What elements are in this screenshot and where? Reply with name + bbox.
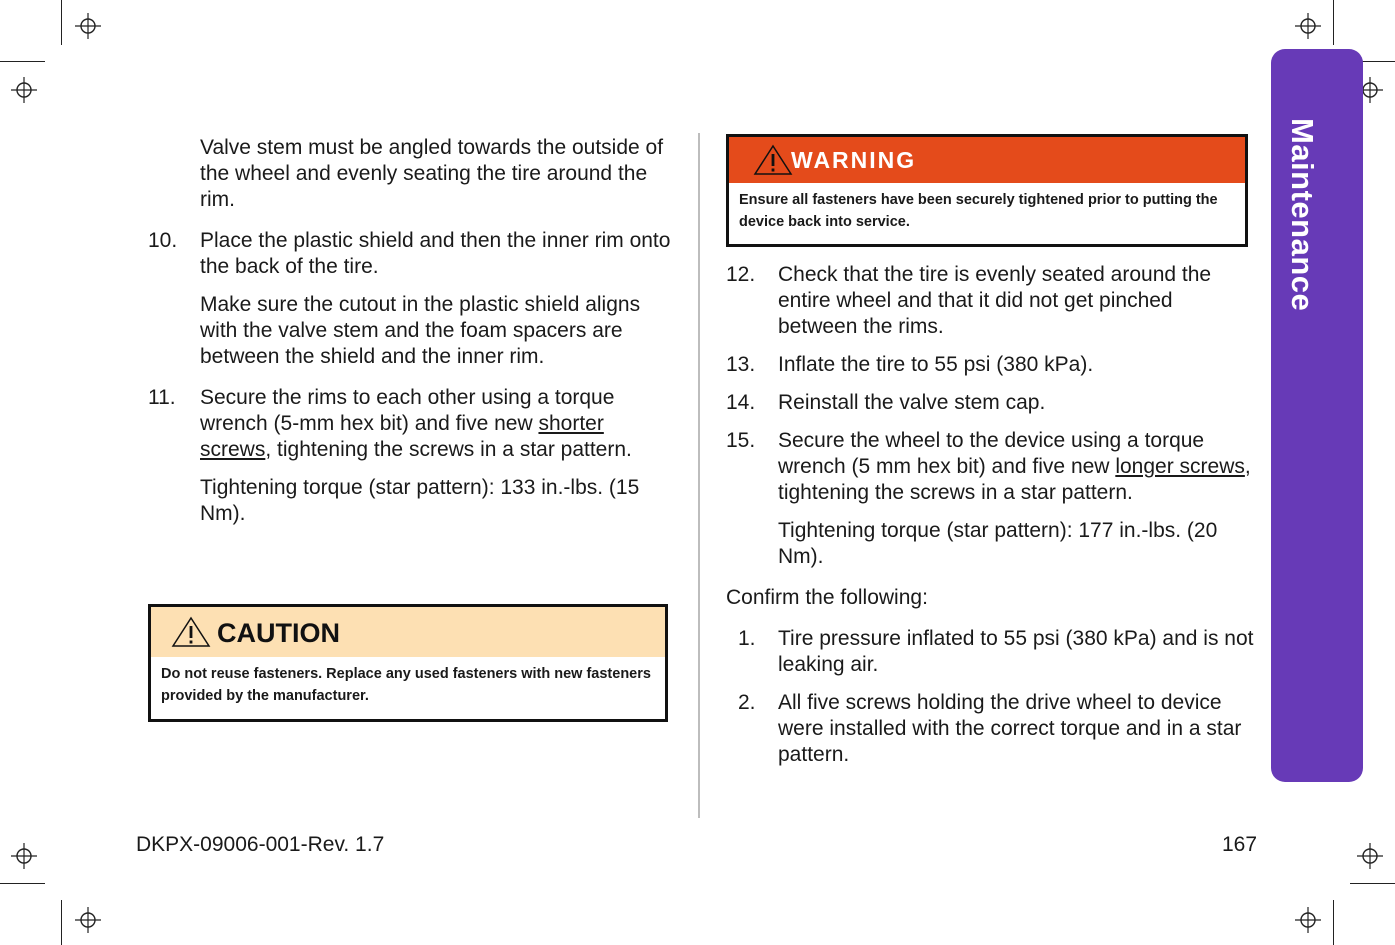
warning-callout xyxy=(726,134,1248,247)
caution-body: Do not reuse fasteners. Replace any used fasteners with new fasteners provided by the manufacturer. xyxy=(161,666,651,704)
step-number: 13. xyxy=(726,353,756,376)
registration-mark-icon xyxy=(11,843,37,869)
step-10 xyxy=(148,228,678,280)
step-13 xyxy=(726,352,1256,378)
step-number: 10. xyxy=(148,229,178,252)
step-text: Check that the tire is evenly seated around the entire wheel and that it did not get pinched between the rims. xyxy=(778,263,1212,338)
confirm-item xyxy=(726,690,1256,768)
right-column xyxy=(726,262,1256,780)
page-number: 167 xyxy=(1222,833,1258,856)
warning-body: Ensure all fasteners have been securely tightened prior to putting the device back into service. xyxy=(739,192,1218,230)
caution-header xyxy=(151,607,665,657)
step-15 xyxy=(726,428,1256,506)
caution-title: CAUTION xyxy=(217,618,340,648)
step-text: Reinstall the valve stem cap. xyxy=(778,391,1046,414)
confirm-text: All five screws holding the drive wheel to device were installed with the correct torque and in a star pattern. xyxy=(778,691,1242,766)
step-11-note: Tightening torque (star pattern): 133 in.-lbs. (15 Nm). xyxy=(200,476,640,525)
step-number: 15. xyxy=(726,429,756,452)
warning-triangle-icon xyxy=(171,616,211,648)
warning-header xyxy=(729,137,1245,183)
confirm-number: 1. xyxy=(738,627,756,650)
document-id: DKPX-09006-001-Rev. 1.7 xyxy=(136,833,385,856)
confirm-text: Tire pressure inflated to 55 psi (380 kPa) and is not leaking air. xyxy=(778,627,1254,676)
confirm-number: 2. xyxy=(738,691,756,714)
registration-mark-icon xyxy=(11,77,37,103)
registration-mark-icon xyxy=(1295,907,1321,933)
section-tab-label: Maintenance xyxy=(1285,118,1320,312)
step-12 xyxy=(726,262,1256,340)
step-number: 14. xyxy=(726,391,756,414)
registration-mark-icon xyxy=(75,907,101,933)
step-text: Secure the wheel to the device using a torque wrench (5 mm hex bit) and five new xyxy=(778,429,1205,478)
step-text: , tightening the screws in a star pattern. xyxy=(265,438,632,461)
step-text: Secure the rims to each other using a torque wrench (5-mm hex bit) and five new xyxy=(200,386,615,435)
confirm-heading: Confirm the following: xyxy=(726,586,928,609)
step-number: 11. xyxy=(148,386,176,409)
warning-triangle-icon xyxy=(753,144,793,176)
step-14 xyxy=(726,390,1256,416)
step-11 xyxy=(148,385,678,463)
step-number: 12. xyxy=(726,263,756,286)
shorter-screws-link[interactable]: shorter screws xyxy=(200,412,604,461)
registration-mark-icon xyxy=(1357,843,1383,869)
warning-title: WARNING xyxy=(791,147,917,173)
caution-callout xyxy=(148,604,668,722)
longer-screws-link[interactable]: longer screws xyxy=(1115,455,1245,478)
confirm-item xyxy=(726,626,1256,678)
registration-mark-icon xyxy=(75,13,101,39)
step-text: Place the plastic shield and then the inner rim onto the back of the tire. xyxy=(200,229,671,278)
step-text: Inflate the tire to 55 psi (380 kPa). xyxy=(778,353,1094,376)
step-10-note: Make sure the cutout in the plastic shield aligns with the valve stem and the foam spacers are between the shield and the inner rim. xyxy=(200,293,641,368)
step-15-note: Tightening torque (star pattern): 177 in.-lbs. (20 Nm). xyxy=(778,519,1218,568)
left-column xyxy=(148,135,678,542)
intro-paragraph: Valve stem must be angled towards the outside of the wheel and evenly seating the tire around the rim. xyxy=(200,136,664,211)
step-text: , tightening the screws in a star pattern. xyxy=(778,455,1251,504)
registration-mark-icon xyxy=(1295,13,1321,39)
column-divider xyxy=(698,133,700,818)
